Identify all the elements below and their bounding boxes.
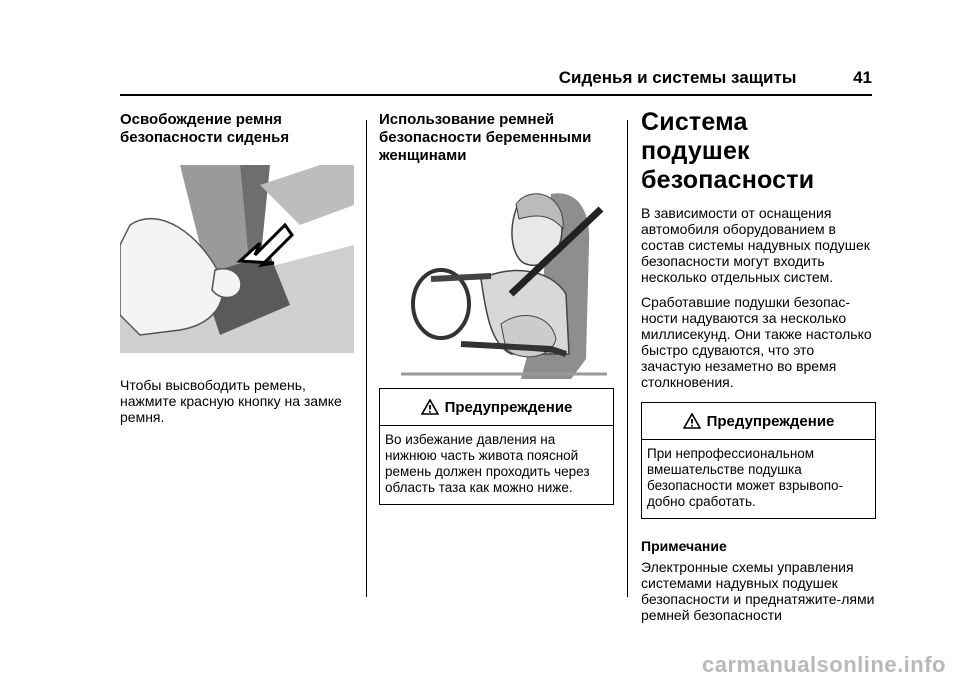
warning-title: Предупреждение — [444, 398, 573, 416]
column-divider — [366, 120, 367, 597]
page-header — [559, 68, 872, 88]
note-text: Электронные схемы управления системами надувных подушек безопасности и преднатяжите-лями ремней безопасности — [641, 559, 875, 623]
body-text: В зависимости от оснащения автомобиля оборудованием в состав системы надувных подушек безопасности могут входить несколько отдельных систем. — [641, 205, 870, 285]
warning-title: Предупреждение — [706, 412, 835, 430]
warning-header — [380, 389, 613, 425]
watermark: carmanualsonline.info — [702, 652, 946, 677]
section-title: Система подушек безопасности — [641, 108, 815, 194]
seatbelt-buckle-illustration — [120, 165, 354, 353]
warning-icon — [683, 413, 701, 429]
warning-box — [641, 402, 876, 519]
note-heading: Примечание — [641, 538, 727, 554]
column-seatbelt-release — [120, 111, 352, 425]
warning-text: При непрофессиональном вмешательстве подушка безопасности может взрывопо-добно сработать. — [642, 439, 875, 518]
column-airbag-system — [641, 108, 876, 623]
warning-icon — [421, 399, 439, 415]
warning-header — [642, 403, 875, 439]
page-title: Сиденья и системы защиты — [558, 68, 797, 87]
section-heading: Использование ремней безопасности беременными женщинами — [379, 111, 592, 164]
header-rule — [120, 94, 872, 96]
warning-box — [379, 388, 614, 505]
column-divider — [627, 120, 628, 597]
body-text: Чтобы высвободить ремень, нажмите красную кнопку на замке ремня. — [120, 377, 342, 425]
column-pregnant-seatbelt — [379, 111, 614, 505]
section-heading: Освобождение ремня безопасности сиденья — [120, 111, 290, 146]
page-number: 41 — [853, 68, 872, 87]
warning-text: Во избежание давления на нижнюю часть живота поясной ремень должен проходить через область таза как можно ниже. — [380, 425, 613, 504]
body-text: Сработавшие подушки безопас-ности надуваются за несколько миллисекунд. Они также настолько быстро сдуваются, что это зачастую незаметно во время столкновения. — [641, 294, 872, 390]
pregnant-woman-seatbelt-illustration — [401, 184, 607, 379]
